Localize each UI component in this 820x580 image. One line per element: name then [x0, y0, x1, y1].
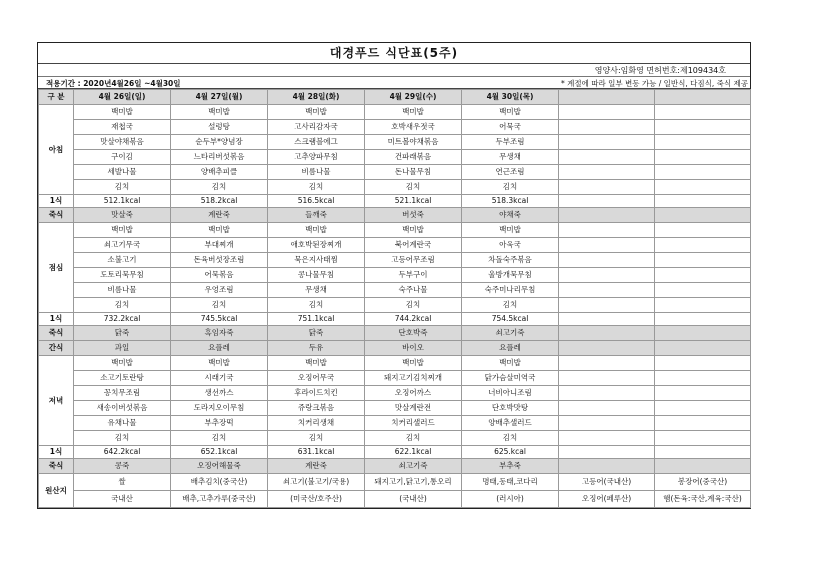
- menu-item: 차돌숙주볶음: [462, 253, 559, 268]
- empty-cell: [559, 180, 655, 195]
- snack-label: 간식: [39, 341, 74, 356]
- menu-item: 오징어까스: [365, 386, 462, 401]
- day-header: 4월 30일(목): [462, 90, 559, 105]
- porridge-item: 버섯죽: [365, 208, 462, 223]
- empty-cell: [655, 238, 751, 253]
- menu-item: 재첩국: [74, 120, 171, 135]
- lunch-row: [39, 223, 751, 238]
- origin-item: 돼지고기,닭고기,통오리: [365, 474, 462, 491]
- menu-item: 북어계란국: [365, 238, 462, 253]
- dietitian-info: 영양사:임화영 면허번호:제109434호: [594, 66, 726, 75]
- empty-cell: [559, 90, 655, 105]
- day-header: 4월 28일(화): [268, 90, 365, 105]
- empty-cell: [559, 150, 655, 165]
- menu-item: 김치: [462, 298, 559, 313]
- menu-item: 너비아니조림: [462, 386, 559, 401]
- empty-cell: [655, 195, 751, 208]
- empty-cell: [655, 431, 751, 446]
- snack-item: 과일: [74, 341, 171, 356]
- empty-cell: [559, 356, 655, 371]
- empty-cell: [655, 371, 751, 386]
- menu-item: 김치: [268, 298, 365, 313]
- lunch-row: [39, 238, 751, 253]
- origin-label: 원산지: [39, 474, 74, 508]
- kcal-value: 625.kcal: [462, 446, 559, 459]
- porridge-item: 단호박죽: [365, 326, 462, 341]
- empty-cell: [655, 135, 751, 150]
- kcal-value: 622.1kcal: [365, 446, 462, 459]
- porridge-item: 들깨죽: [268, 208, 365, 223]
- menu-item: 세발나물: [74, 165, 171, 180]
- empty-cell: [559, 446, 655, 459]
- menu-item: 비름나물: [268, 165, 365, 180]
- kcal-label: 1식: [39, 195, 74, 208]
- empty-cell: [559, 459, 655, 474]
- porridge-item: 닭죽: [74, 326, 171, 341]
- dinner-row: [39, 371, 751, 386]
- breakfast-row: [39, 120, 751, 135]
- header-row: [39, 90, 751, 105]
- empty-cell: [655, 268, 751, 283]
- origin-item: (러시아): [462, 491, 559, 508]
- menu-item: 소불고기: [74, 253, 171, 268]
- origin-row: [39, 474, 751, 491]
- menu-item: 소고기토란탕: [74, 371, 171, 386]
- empty-cell: [559, 313, 655, 326]
- menu-item: 김치: [462, 431, 559, 446]
- menu-item: 단호박맛탕: [462, 401, 559, 416]
- porridge-item: 부추죽: [462, 459, 559, 474]
- menu-item: 유채나물: [74, 416, 171, 431]
- lunch-porridge-row: [39, 326, 751, 341]
- lunch-snack-row: [39, 341, 751, 356]
- origin-item: 쌀: [74, 474, 171, 491]
- menu-item: 김치: [171, 431, 268, 446]
- empty-cell: [655, 459, 751, 474]
- kcal-label: 1식: [39, 446, 74, 459]
- menu-item: 숙주나물: [365, 283, 462, 298]
- porridge-label: 죽식: [39, 459, 74, 474]
- origin-item: 오징어(페루산): [559, 491, 655, 508]
- menu-item: 김치: [268, 180, 365, 195]
- menu-item: 애호박된장찌개: [268, 238, 365, 253]
- dinner-row: [39, 401, 751, 416]
- menu-item: 백미밥: [268, 356, 365, 371]
- menu-item: 김치: [74, 431, 171, 446]
- kcal-value: 642.2kcal: [74, 446, 171, 459]
- porridge-label: 죽식: [39, 326, 74, 341]
- menu-item: 백미밥: [74, 105, 171, 120]
- origin-item: 명태,동태,코다리: [462, 474, 559, 491]
- empty-cell: [559, 120, 655, 135]
- menu-item: 백미밥: [365, 356, 462, 371]
- menu-item: 숙주미나리무침: [462, 283, 559, 298]
- empty-cell: [559, 326, 655, 341]
- breakfast-row: [39, 135, 751, 150]
- menu-item: 무생채: [268, 283, 365, 298]
- menu-item: 고추양파무침: [268, 150, 365, 165]
- period-row: [38, 77, 750, 89]
- origin-row: [39, 491, 751, 508]
- menu-item: 콩나물무침: [268, 268, 365, 283]
- menu-item: 부대찌개: [171, 238, 268, 253]
- menu-item: 설렁탕: [171, 120, 268, 135]
- menu-item: 어묵국: [462, 120, 559, 135]
- origin-item: 햄(돈육:국산,계육:국산): [655, 491, 751, 508]
- menu-item: 김치: [365, 298, 462, 313]
- menu-item: 도라지오이무침: [171, 401, 268, 416]
- menu-item: 김치: [171, 180, 268, 195]
- menu-item: 쇠고기무국: [74, 238, 171, 253]
- menu-item: 어묵볶음: [171, 268, 268, 283]
- porridge-item: 야채죽: [462, 208, 559, 223]
- menu-item: 미트볼야채볶음: [365, 135, 462, 150]
- empty-cell: [559, 371, 655, 386]
- porridge-item: 계란죽: [171, 208, 268, 223]
- origin-item: 봉장어(중국산): [655, 474, 751, 491]
- menu-item: 김치: [365, 431, 462, 446]
- menu-item: 돈나물무침: [365, 165, 462, 180]
- menu-item: 스크램블에그: [268, 135, 365, 150]
- breakfast-row: [39, 165, 751, 180]
- day-header: 4월 27일(월): [171, 90, 268, 105]
- menu-item: 백미밥: [365, 105, 462, 120]
- kcal-value: 751.1kcal: [268, 313, 365, 326]
- menu-item: 김치: [171, 298, 268, 313]
- header-label: 구 분: [39, 90, 74, 105]
- dinner-row: [39, 386, 751, 401]
- empty-cell: [655, 165, 751, 180]
- menu-item: 오징어무국: [268, 371, 365, 386]
- empty-cell: [655, 446, 751, 459]
- lunch-label: 점심: [39, 223, 74, 313]
- menu-item: 양배추피클: [171, 165, 268, 180]
- empty-cell: [655, 180, 751, 195]
- menu-item: 두부조림: [462, 135, 559, 150]
- kcal-value: 521.1kcal: [365, 195, 462, 208]
- menu-item: 후라이드치킨: [268, 386, 365, 401]
- origin-item: (미국산/호주산): [268, 491, 365, 508]
- menu-item: 무생채: [462, 150, 559, 165]
- snack-item: 요플레: [171, 341, 268, 356]
- porridge-item: 계란죽: [268, 459, 365, 474]
- kcal-value: 512.1kcal: [74, 195, 171, 208]
- empty-cell: [655, 416, 751, 431]
- menu-item: 치커리생채: [268, 416, 365, 431]
- kcal-label: 1식: [39, 313, 74, 326]
- menu-item: 돈육버섯장조림: [171, 253, 268, 268]
- menu-item: 김치: [365, 180, 462, 195]
- menu-item: 백미밥: [365, 223, 462, 238]
- menu-item: 양배추샐러드: [462, 416, 559, 431]
- breakfast-porridge-row: [39, 208, 751, 223]
- porridge-item: 쇠고기죽: [462, 326, 559, 341]
- menu-item: 꽁치무조림: [74, 386, 171, 401]
- origin-item: 배추김치(중국산): [171, 474, 268, 491]
- menu-item: 고등어무조림: [365, 253, 462, 268]
- kcal-value: 516.5kcal: [268, 195, 365, 208]
- empty-cell: [655, 401, 751, 416]
- empty-cell: [559, 341, 655, 356]
- empty-cell: [655, 150, 751, 165]
- menu-item: 백미밥: [74, 223, 171, 238]
- porridge-item: 흑임자죽: [171, 326, 268, 341]
- kcal-value: 744.2kcal: [365, 313, 462, 326]
- menu-item: 백미밥: [462, 356, 559, 371]
- menu-sheet: [37, 42, 751, 509]
- period-text: 적용기간 : 2020년4월26일 ~4월30일: [46, 79, 181, 88]
- empty-cell: [655, 253, 751, 268]
- lunch-row: [39, 253, 751, 268]
- empty-cell: [655, 386, 751, 401]
- empty-cell: [655, 120, 751, 135]
- menu-item: 구이김: [74, 150, 171, 165]
- menu-item: 아욱국: [462, 238, 559, 253]
- empty-cell: [559, 165, 655, 180]
- empty-cell: [655, 208, 751, 223]
- empty-cell: [655, 326, 751, 341]
- origin-item: 고등어(국내산): [559, 474, 655, 491]
- menu-item: 백미밥: [171, 105, 268, 120]
- menu-item: 김치: [74, 298, 171, 313]
- menu-item: 백미밥: [74, 356, 171, 371]
- kcal-value: 754.5kcal: [462, 313, 559, 326]
- empty-cell: [655, 223, 751, 238]
- dinner-kcal-row: [39, 446, 751, 459]
- menu-item: 울방개묵무침: [462, 268, 559, 283]
- origin-item: 국내산: [74, 491, 171, 508]
- menu-item: 두부구이: [365, 268, 462, 283]
- note-text: * 계절에 따라 일부 변동 가능 / 일반식, 다짐식, 죽식 제공: [560, 79, 748, 88]
- empty-cell: [559, 283, 655, 298]
- empty-cell: [559, 268, 655, 283]
- empty-cell: [559, 105, 655, 120]
- kcal-value: 652.1kcal: [171, 446, 268, 459]
- menu-item: 비름나물: [74, 283, 171, 298]
- empty-cell: [655, 90, 751, 105]
- empty-cell: [559, 386, 655, 401]
- page-title: 대경푸드 식단표(5주): [38, 43, 750, 64]
- dinner-label: 저녁: [39, 356, 74, 446]
- kcal-value: 518.2kcal: [171, 195, 268, 208]
- empty-cell: [655, 298, 751, 313]
- breakfast-row: [39, 150, 751, 165]
- lunch-kcal-row: [39, 313, 751, 326]
- menu-item: 백미밥: [268, 223, 365, 238]
- kcal-value: 745.5kcal: [171, 313, 268, 326]
- origin-item: (국내산): [365, 491, 462, 508]
- origin-item: 쇠고기(불고기/국용): [268, 474, 365, 491]
- menu-item: 치커리샐러드: [365, 416, 462, 431]
- menu-item: 부추장떡: [171, 416, 268, 431]
- menu-item: 묵은지사태찜: [268, 253, 365, 268]
- menu-item: 건파래볶음: [365, 150, 462, 165]
- lunch-row: [39, 298, 751, 313]
- porridge-item: 오징어해물죽: [171, 459, 268, 474]
- empty-cell: [559, 401, 655, 416]
- breakfast-label: 아침: [39, 105, 74, 195]
- porridge-item: 콩죽: [74, 459, 171, 474]
- menu-item: 백미밥: [171, 223, 268, 238]
- day-header: 4월 29일(수): [365, 90, 462, 105]
- dinner-porridge-row: [39, 459, 751, 474]
- porridge-item: 닭죽: [268, 326, 365, 341]
- lunch-row: [39, 283, 751, 298]
- empty-cell: [655, 313, 751, 326]
- empty-cell: [559, 253, 655, 268]
- dinner-row: [39, 431, 751, 446]
- menu-item: 백미밥: [171, 356, 268, 371]
- snack-item: 바이오: [365, 341, 462, 356]
- menu-item: 연근조림: [462, 165, 559, 180]
- menu-item: 김치: [74, 180, 171, 195]
- empty-cell: [655, 356, 751, 371]
- dinner-row: [39, 416, 751, 431]
- snack-item: 요플레: [462, 341, 559, 356]
- empty-cell: [655, 105, 751, 120]
- kcal-value: 732.2kcal: [74, 313, 171, 326]
- menu-item: 느타리버섯볶음: [171, 150, 268, 165]
- porridge-item: 맛살죽: [74, 208, 171, 223]
- menu-item: 돼지고기김치찌개: [365, 371, 462, 386]
- menu-item: 백미밥: [462, 105, 559, 120]
- kcal-value: 631.1kcal: [268, 446, 365, 459]
- menu-item: 순두부*양념장: [171, 135, 268, 150]
- menu-item: 고사리감자국: [268, 120, 365, 135]
- empty-cell: [559, 416, 655, 431]
- menu-table: [38, 89, 751, 508]
- empty-cell: [559, 195, 655, 208]
- menu-item: 생선까스: [171, 386, 268, 401]
- empty-cell: [559, 431, 655, 446]
- menu-item: 김치: [268, 431, 365, 446]
- menu-item: 우엉조림: [171, 283, 268, 298]
- kcal-value: 518.3kcal: [462, 195, 559, 208]
- empty-cell: [559, 135, 655, 150]
- breakfast-row: [39, 180, 751, 195]
- menu-item: 백미밥: [462, 223, 559, 238]
- empty-cell: [559, 238, 655, 253]
- empty-cell: [559, 298, 655, 313]
- menu-item: 호박새우젓국: [365, 120, 462, 135]
- lunch-row: [39, 268, 751, 283]
- menu-item: 맛살계란전: [365, 401, 462, 416]
- menu-item: 쥬랑크볶음: [268, 401, 365, 416]
- menu-item: 닭가슴살미역국: [462, 371, 559, 386]
- empty-cell: [655, 283, 751, 298]
- empty-cell: [655, 341, 751, 356]
- menu-item: 맛살야채볶음: [74, 135, 171, 150]
- dinner-row: [39, 356, 751, 371]
- dietitian-row: [38, 64, 750, 77]
- porridge-item: 쇠고기죽: [365, 459, 462, 474]
- menu-item: 김치: [462, 180, 559, 195]
- empty-cell: [559, 208, 655, 223]
- menu-item: 새송이버섯볶음: [74, 401, 171, 416]
- origin-item: 배추,고추가루(중국산): [171, 491, 268, 508]
- porridge-label: 죽식: [39, 208, 74, 223]
- breakfast-kcal-row: [39, 195, 751, 208]
- menu-item: 시래기국: [171, 371, 268, 386]
- snack-item: 두유: [268, 341, 365, 356]
- menu-item: 백미밥: [268, 105, 365, 120]
- empty-cell: [559, 223, 655, 238]
- breakfast-row: [39, 105, 751, 120]
- day-header: 4월 26일(일): [74, 90, 171, 105]
- menu-item: 도토리묵무침: [74, 268, 171, 283]
